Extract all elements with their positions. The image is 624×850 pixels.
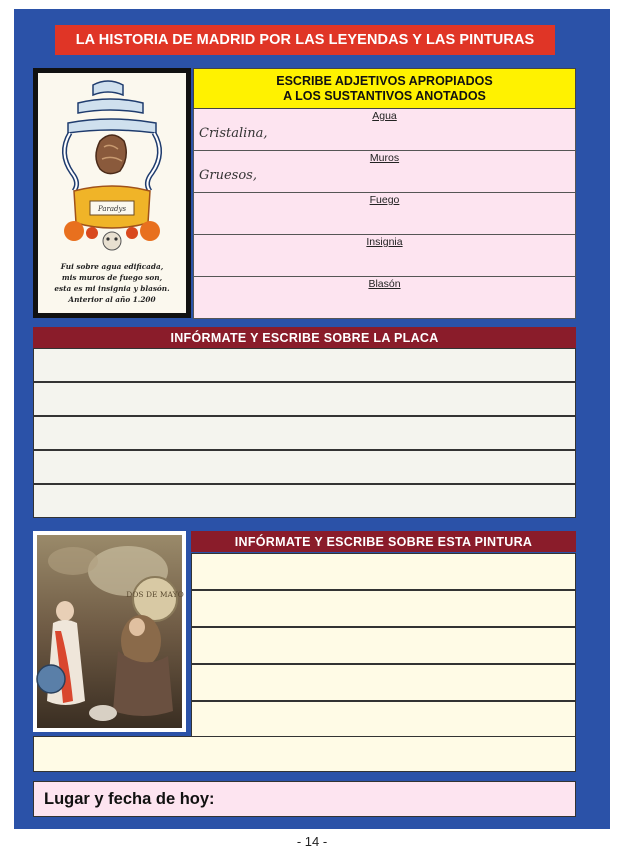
adjectives-header (193, 68, 576, 109)
caption-line: mis muros de fuego son, (61, 273, 163, 282)
placa-section-header: INFÓRMATE Y ESCRIBE SOBRE LA PLACA (33, 327, 576, 348)
pintura-section-header: INFÓRMATE Y ESCRIBE SOBRE ESTA PINTURA (191, 531, 576, 552)
adjective-row[interactable] (193, 151, 576, 193)
page-number: - 14 - (296, 834, 328, 849)
caption-line: Fui sobre agua edificada, (60, 262, 164, 271)
pintura-writing-line[interactable] (191, 664, 576, 701)
adjectives-header-line: A LOS SUSTANTIVOS ANOTADOS (283, 89, 486, 103)
madrid-coat-of-arms (38, 73, 186, 313)
adjective-row[interactable] (193, 109, 576, 151)
adjective-answer[interactable]: Cristalina, (199, 126, 268, 141)
adjective-answer[interactable]: Gruesos, (199, 168, 257, 183)
adjective-row[interactable] (193, 235, 576, 277)
pintura-writing-line[interactable] (191, 590, 576, 627)
page-title: LA HISTORIA DE MADRID POR LAS LEYENDAS Y LAS PINTURAS (55, 25, 555, 55)
caption-line: esta es mi insignia y blasón. (54, 284, 170, 293)
medallion-text: DOS DE MAYO (126, 590, 184, 599)
adjectives-header-line: ESCRIBE ADJETIVOS APROPIADOS (276, 74, 493, 88)
noun-label: Insignia (366, 236, 403, 248)
noun-label: Agua (372, 110, 397, 122)
placa-writing-line[interactable] (33, 416, 576, 450)
pintura-writing-line[interactable] (191, 553, 576, 590)
placa-writing-line[interactable] (33, 382, 576, 416)
placa-writing-line[interactable] (33, 484, 576, 518)
placa-writing-line[interactable] (33, 348, 576, 382)
emblem-caption (38, 261, 186, 305)
adjective-row[interactable] (193, 277, 576, 319)
noun-label: Fuego (369, 194, 400, 206)
adjective-row[interactable] (193, 193, 576, 235)
coat-of-arms-illustration (38, 73, 186, 258)
painting-image (33, 531, 186, 732)
pintura-writing-line[interactable] (191, 627, 576, 664)
emblem-frame (33, 68, 191, 318)
pintura-writing-line[interactable] (191, 701, 576, 738)
svg-text:Paradys: Paradys (97, 205, 127, 213)
noun-label: Blasón (368, 278, 401, 290)
noun-label: Muros (369, 152, 400, 164)
dos-de-mayo-painting (33, 531, 186, 732)
caption-line: Anterior al año 1.200 (68, 295, 156, 304)
placa-writing-line[interactable] (33, 450, 576, 484)
pintura-writing-line-wide[interactable] (33, 736, 576, 772)
place-and-date-field[interactable]: Lugar y fecha de hoy: (33, 781, 576, 817)
